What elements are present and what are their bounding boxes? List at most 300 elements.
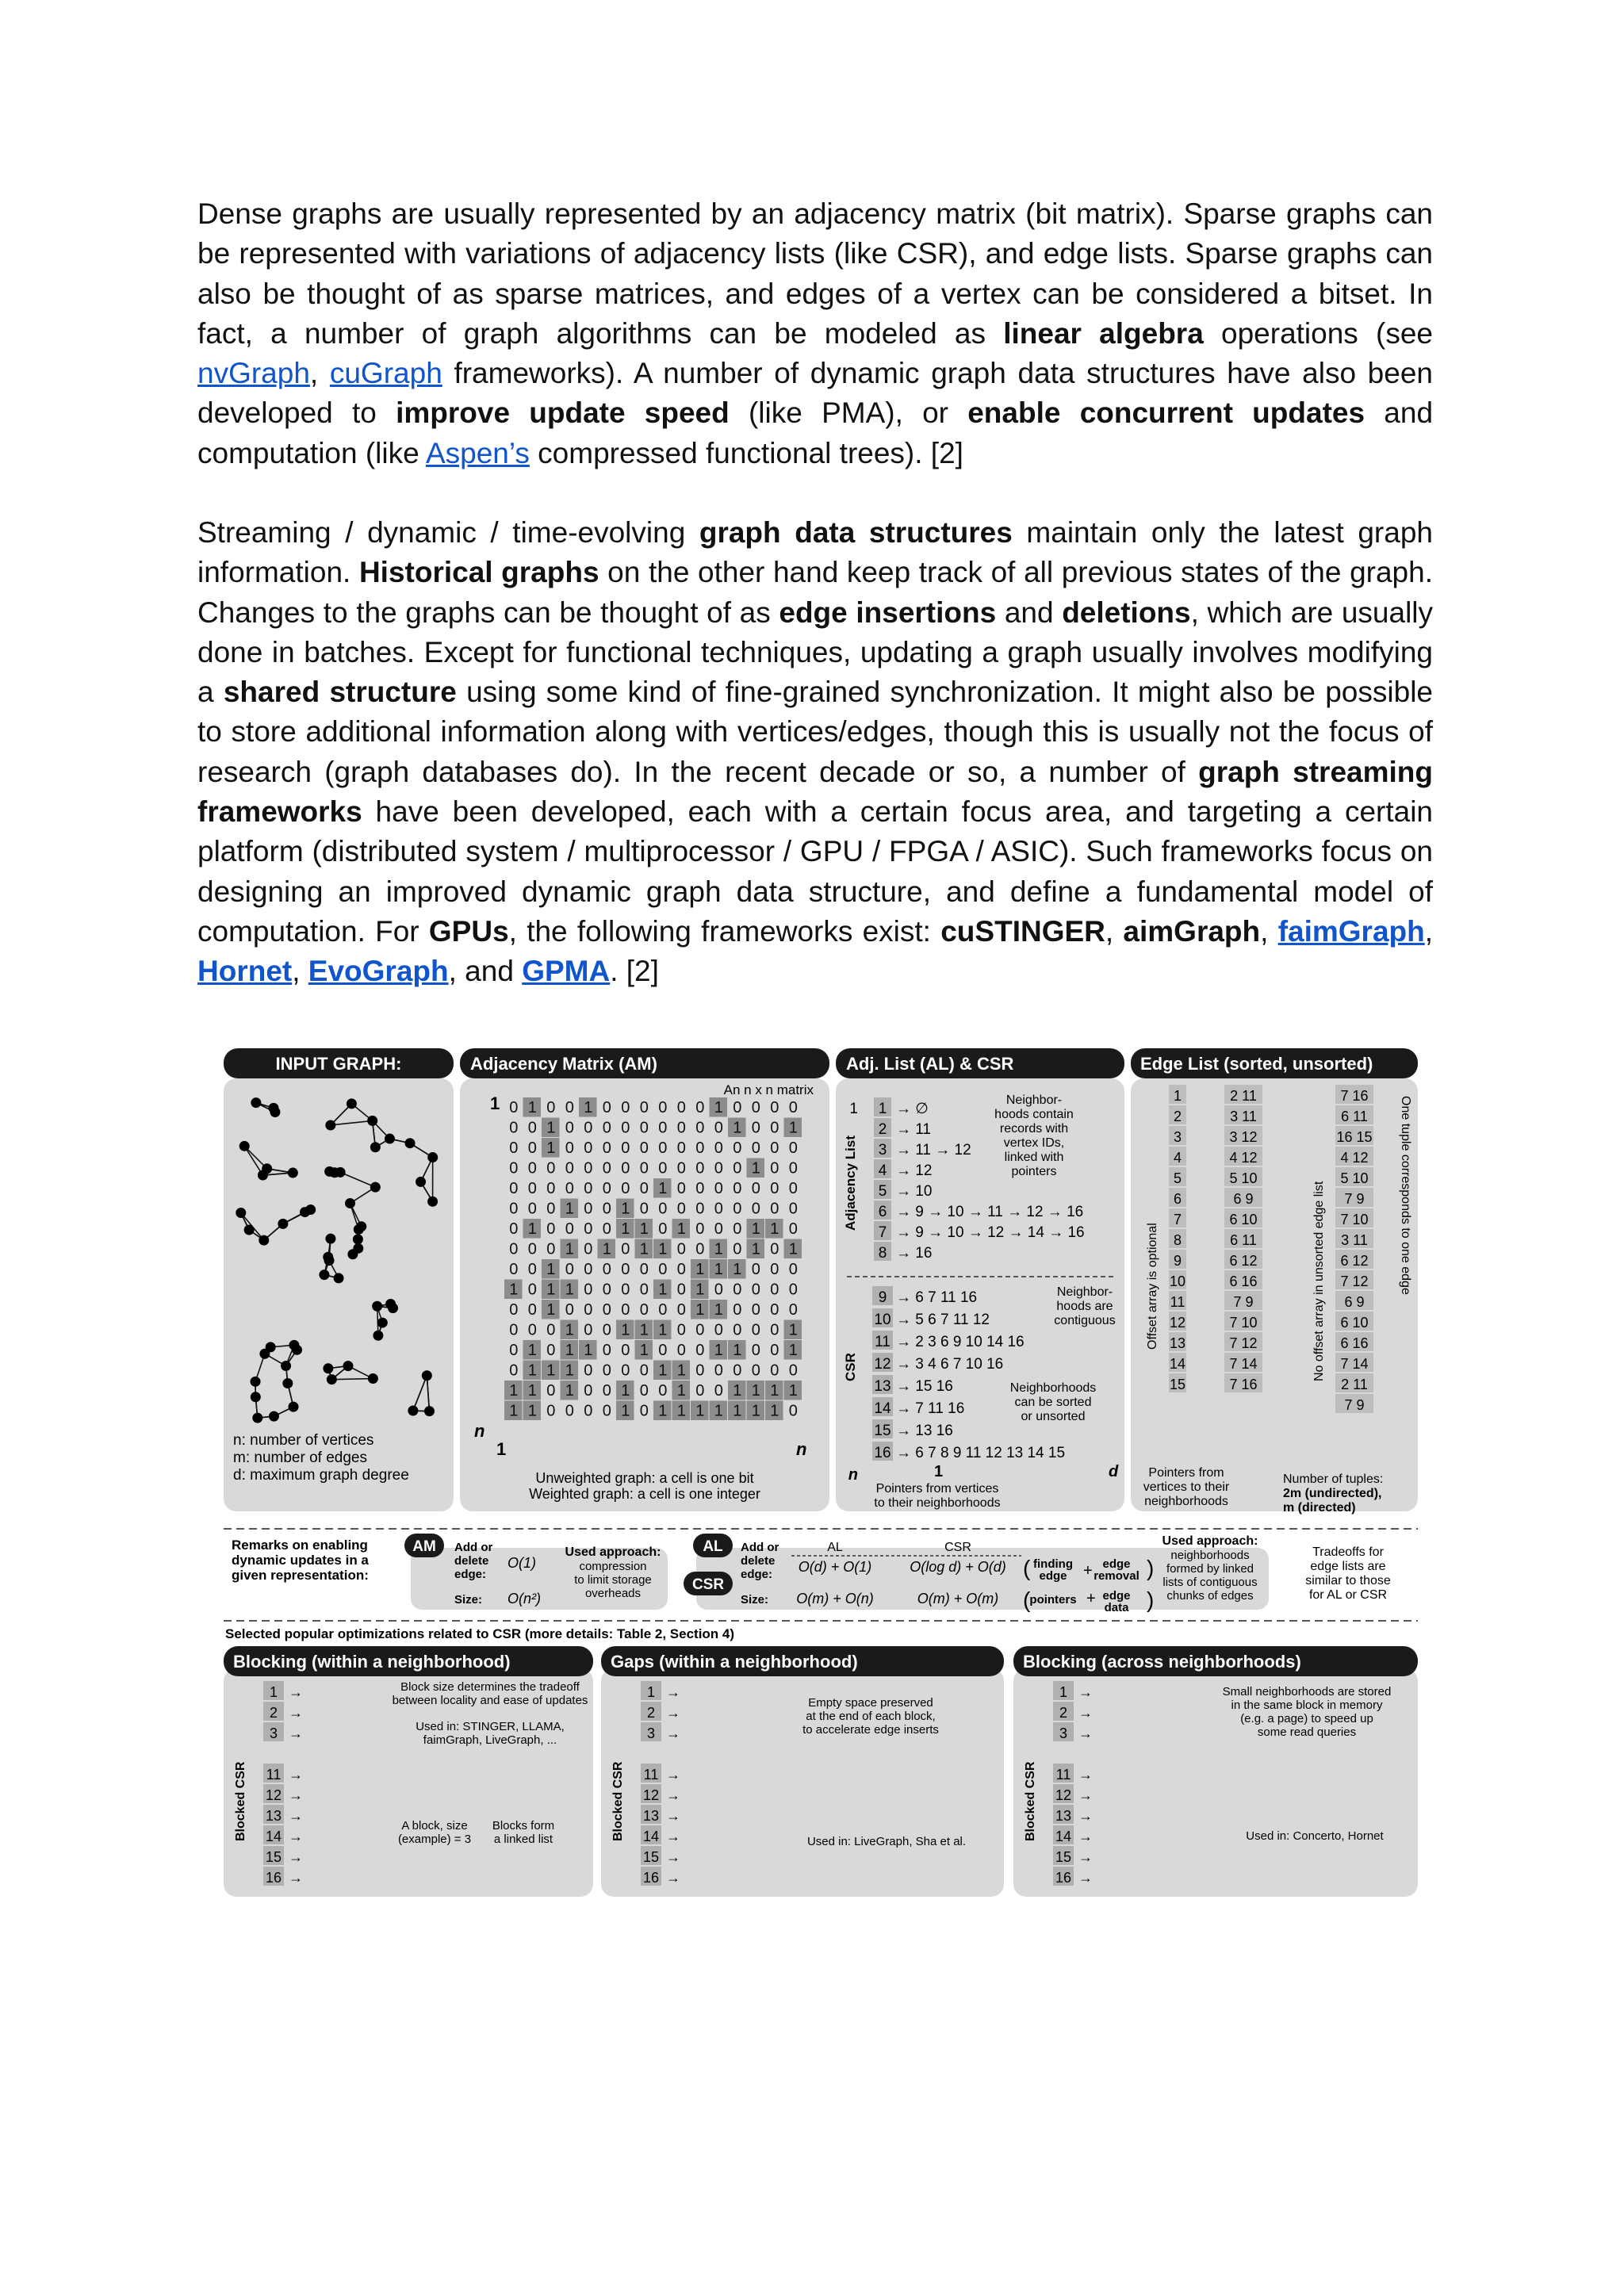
svg-text:0: 0 [565,1139,574,1157]
svg-text:0: 0 [714,1361,723,1380]
svg-text:0: 0 [546,1342,556,1359]
svg-text:0: 0 [751,1321,760,1339]
svg-text:1: 1 [714,1402,723,1420]
svg-text:8: 8 [878,1245,887,1262]
svg-text:10: 10 [874,1312,891,1328]
svg-text:→: → [666,1829,680,1844]
svg-text:→ 9 → 10 → 11 → 12 → 16: → 9 → 10 → 11 → 12 → 16 [896,1204,1084,1220]
svg-text:0: 0 [621,1240,630,1258]
svg-text:0: 0 [658,1220,668,1238]
svg-text:0: 0 [584,1139,593,1157]
svg-text:0: 0 [770,1321,779,1339]
svg-text:0: 0 [527,1139,537,1157]
svg-text:1: 1 [527,1402,537,1420]
svg-text:0: 0 [509,1220,519,1238]
svg-text:→ 12: → 12 [896,1162,933,1179]
svg-text:0: 0 [714,1159,723,1178]
faimgraph-link[interactable]: faimGraph [1277,914,1425,948]
svg-text:→: → [1078,1808,1093,1824]
svg-text:to limit storage: to limit storage [574,1573,652,1587]
svg-text:0: 0 [565,1180,574,1197]
svg-text:or unsorted: or unsorted [1021,1410,1086,1423]
svg-text:CSR: CSR [691,1576,725,1593]
svg-text:1: 1 [621,1200,630,1218]
svg-text:0: 0 [658,1301,668,1319]
svg-text:Blocked CSR: Blocked CSR [611,1761,625,1841]
svg-text:+: + [1086,1590,1096,1607]
svg-text:0: 0 [639,1099,649,1116]
svg-text:0: 0 [584,1220,593,1238]
input-graph-panel [224,1048,454,1511]
svg-text:contiguous: contiguous [1054,1314,1116,1327]
svg-text:16: 16 [1055,1870,1072,1886]
svg-text:→: → [666,1787,680,1803]
svg-text:0: 0 [788,1159,798,1178]
svg-text:0: 0 [695,1220,705,1238]
svg-text:hoods are: hoods are [1056,1300,1113,1313]
svg-text:1: 1 [269,1684,278,1700]
svg-text:→ 6 7 8 9 11 12 13 14 15: → 6 7 8 9 11 12 13 14 15 [896,1445,1066,1461]
svg-text:0: 0 [546,1220,556,1238]
svg-text:0: 0 [639,1159,649,1178]
svg-text:delete: delete [454,1554,489,1568]
svg-text:0: 0 [751,1261,760,1278]
svg-text:16: 16 [874,1445,891,1461]
svg-text:→: → [1078,1705,1093,1721]
svg-text:0: 0 [584,1301,593,1319]
svg-text:0: 0 [770,1159,779,1178]
svg-text:0: 0 [621,1139,630,1157]
svg-text:0: 0 [602,1099,611,1116]
svg-text:3: 3 [1173,1129,1182,1145]
svg-text:0: 0 [565,1220,574,1238]
svg-text:can be sorted: can be sorted [1014,1396,1092,1409]
svg-text:0: 0 [639,1261,649,1278]
adjacency-matrix-panel [460,1048,829,1511]
svg-text:0: 0 [751,1281,760,1299]
svg-text:6 12: 6 12 [1340,1253,1369,1269]
svg-text:a linked list: a linked list [493,1833,553,1846]
gaps-panel [601,1646,1004,1897]
svg-text:1: 1 [621,1220,630,1238]
svg-text:edge:: edge: [741,1568,773,1581]
svg-text:to accelerate edge inserts: to accelerate edge inserts [802,1723,939,1737]
svg-text:→ 16: → 16 [896,1245,933,1262]
svg-text:1: 1 [639,1240,649,1258]
nvgraph-link[interactable]: nvGraph [197,357,310,390]
svg-text:12: 12 [265,1787,282,1803]
svg-text:1: 1 [788,1240,798,1258]
svg-text:0: 0 [658,1099,668,1116]
svg-text:AL: AL [827,1541,843,1554]
svg-text:formed by linked: formed by linked [1166,1562,1254,1576]
svg-text:Used approach:: Used approach: [565,1545,661,1559]
svg-text:0: 0 [695,1200,705,1218]
svg-text:0: 0 [676,1099,686,1116]
svg-text:0: 0 [621,1281,630,1299]
svg-text:Blocked CSR: Blocked CSR [1024,1761,1037,1841]
svg-text:5: 5 [1173,1170,1182,1186]
svg-text:0: 0 [602,1200,611,1218]
svg-text:1: 1 [496,1439,507,1459]
svg-text:0: 0 [658,1342,668,1359]
svg-text:0: 0 [602,1220,611,1238]
svg-text:7 12: 7 12 [1340,1273,1369,1289]
svg-text:0: 0 [639,1301,649,1319]
svg-text:n: n [796,1439,807,1459]
svg-text:0: 0 [621,1301,630,1319]
svg-text:6 9: 6 9 [1233,1191,1254,1207]
svg-text:1: 1 [751,1220,760,1238]
svg-text:similar to those: similar to those [1305,1574,1391,1587]
cugraph-link[interactable]: cuGraph [329,357,442,390]
svg-text:given representation:: given representation: [232,1568,369,1583]
svg-text:0: 0 [695,1361,705,1380]
svg-text:0: 0 [751,1119,760,1137]
svg-text:0: 0 [788,1180,798,1197]
svg-text:+: + [1083,1562,1093,1580]
svg-text:1: 1 [565,1361,574,1380]
svg-text:0: 0 [602,1180,611,1197]
svg-text:1: 1 [733,1402,742,1420]
svg-text:1: 1 [621,1382,630,1400]
svg-text:dynamic updates in a: dynamic updates in a [232,1553,369,1568]
svg-text:0: 0 [788,1281,798,1299]
svg-text:O(1): O(1) [508,1555,536,1571]
svg-text:Used in: Concerto, Hornet: Used in: Concerto, Hornet [1246,1829,1384,1843]
svg-text:1: 1 [676,1220,686,1238]
svg-text:1: 1 [658,1180,668,1197]
legend-n: n: number of vertices [233,1432,374,1449]
svg-text:0: 0 [788,1139,798,1157]
svg-text:12: 12 [874,1356,891,1373]
edge-list-panel [1131,1048,1418,1515]
svg-text:Pointers from: Pointers from [1148,1466,1224,1480]
svg-text:1: 1 [751,1240,760,1258]
svg-text:overheads: overheads [584,1587,642,1600]
svg-text:0: 0 [546,1240,556,1258]
svg-text:O(n²): O(n²) [508,1591,541,1607]
svg-text:0: 0 [733,1301,742,1319]
svg-text:0: 0 [733,1361,742,1380]
svg-text:0: 0 [509,1099,519,1116]
svg-text:1: 1 [788,1119,798,1137]
svg-text:1: 1 [546,1119,556,1137]
legend-m: m: number of edges [233,1450,367,1466]
svg-text:Neighbor-: Neighbor- [1056,1285,1113,1299]
svg-text:compression: compression [579,1560,647,1573]
input-graph-title: INPUT GRAPH: [275,1054,402,1074]
svg-text:→: → [289,1829,303,1844]
svg-text:0: 0 [751,1180,760,1197]
svg-text:0: 0 [509,1301,519,1319]
svg-text:0: 0 [584,1261,593,1278]
svg-text:0: 0 [676,1180,686,1197]
svg-text:7 10: 7 10 [1229,1315,1258,1331]
svg-text:→: → [289,1684,303,1700]
svg-text:→ 10: → 10 [896,1183,933,1200]
svg-text:7 16: 7 16 [1229,1377,1258,1392]
svg-text:0: 0 [546,1200,556,1218]
am-title: Adjacency Matrix (AM) [470,1054,657,1074]
svg-text:0: 0 [714,1220,723,1238]
svg-text:1: 1 [1059,1684,1068,1700]
svg-text:0: 0 [751,1301,760,1319]
svg-text:0: 0 [639,1180,649,1197]
svg-text:0: 0 [751,1342,760,1359]
svg-text:14: 14 [642,1829,660,1844]
svg-text:→: → [1078,1870,1093,1886]
svg-text:0: 0 [565,1301,574,1319]
svg-text:1: 1 [565,1321,574,1339]
svg-text:0: 0 [658,1200,668,1218]
svg-text:0: 0 [770,1281,779,1299]
svg-text:7 9: 7 9 [1233,1294,1254,1310]
svg-text:0: 0 [527,1261,537,1278]
svg-text:0: 0 [676,1342,686,1359]
svg-text:1: 1 [733,1261,742,1278]
svg-text:): ) [1147,1556,1155,1580]
svg-text:0: 0 [621,1119,630,1137]
svg-text:→: → [289,1705,303,1721]
svg-text:0: 0 [695,1139,705,1157]
svg-text:some read queries: some read queries [1257,1725,1357,1739]
svg-text:1: 1 [509,1382,519,1400]
svg-text:1: 1 [658,1402,668,1420]
svg-text:2m (undirected),: 2m (undirected), [1283,1487,1382,1500]
svg-text:1: 1 [751,1159,760,1178]
svg-text:1: 1 [527,1361,537,1380]
svg-text:0: 0 [639,1119,649,1137]
svg-text:1: 1 [527,1342,537,1359]
svg-text:15: 15 [1055,1849,1072,1865]
svg-text:Blocked CSR: Blocked CSR [234,1761,247,1841]
svg-text:0: 0 [602,1261,611,1278]
svg-text:1: 1 [714,1342,723,1359]
svg-text:1: 1 [788,1321,798,1339]
svg-text:0: 0 [770,1099,779,1116]
svg-text:9: 9 [1173,1253,1182,1269]
svg-text:9: 9 [878,1289,887,1306]
svg-text:0: 0 [527,1301,537,1319]
svg-text:0: 0 [733,1139,742,1157]
svg-text:4: 4 [878,1162,887,1179]
svg-text:5 10: 5 10 [1229,1170,1258,1186]
svg-text:6 10: 6 10 [1229,1212,1258,1227]
svg-text:0: 0 [509,1200,519,1218]
svg-text:11: 11 [875,1334,891,1350]
svg-text:14: 14 [265,1829,282,1844]
svg-text:chunks of edges: chunks of edges [1166,1589,1254,1603]
svg-text:pointers: pointers [1011,1165,1057,1178]
svg-text:0: 0 [751,1139,760,1157]
evograph-link[interactable]: EvoGraph [308,955,449,988]
svg-text:12: 12 [642,1787,660,1803]
svg-text:→: → [666,1808,680,1824]
svg-text:11: 11 [1170,1294,1185,1310]
svg-text:0: 0 [658,1159,668,1178]
svg-text:→ 6 7 11 16: → 6 7 11 16 [896,1289,978,1306]
svg-text:→ 13 16: → 13 16 [896,1423,953,1439]
svg-text:0: 0 [714,1180,723,1197]
svg-text:1: 1 [509,1281,519,1299]
svg-text:15: 15 [874,1423,891,1439]
svg-text:2: 2 [646,1705,656,1721]
svg-text:0: 0 [695,1119,705,1137]
am-note-1: Unweighted graph: a cell is one bit [535,1470,754,1486]
svg-text:Size:: Size: [454,1593,483,1607]
svg-text:1: 1 [714,1261,723,1278]
svg-text:edge lists are: edge lists are [1310,1560,1386,1573]
svg-text:0: 0 [658,1119,668,1137]
svg-text:O(m) + O(m): O(m) + O(m) [917,1591,999,1607]
svg-text:0: 0 [770,1180,779,1197]
svg-text:0: 0 [676,1159,686,1178]
svg-text:Add or: Add or [741,1541,779,1554]
svg-text:Add or: Add or [454,1541,493,1554]
svg-text:1: 1 [751,1402,760,1420]
svg-text:3 11: 3 11 [1341,1232,1368,1248]
svg-text:0: 0 [714,1139,723,1157]
svg-text:0: 0 [788,1099,798,1116]
svg-text:0: 0 [602,1382,611,1400]
gpma-link[interactable]: GPMA [522,955,611,988]
svg-text:13: 13 [642,1808,660,1824]
svg-text:2: 2 [878,1121,887,1138]
svg-text:0: 0 [639,1402,649,1420]
svg-text:15: 15 [265,1849,282,1865]
svg-text:1: 1 [733,1342,742,1359]
svg-text:to their neighborhoods: to their neighborhoods [874,1496,1001,1510]
svg-text:→: → [1078,1787,1093,1803]
svg-text:7 14: 7 14 [1229,1356,1258,1372]
svg-text:1: 1 [565,1382,574,1400]
svg-text:1: 1 [751,1382,760,1400]
svg-text:0: 0 [639,1361,649,1380]
svg-text:0: 0 [695,1099,705,1116]
svg-text:0: 0 [676,1261,686,1278]
svg-text:0: 0 [733,1200,742,1218]
svg-text:0: 0 [584,1321,593,1339]
svg-text:0: 0 [527,1200,537,1218]
svg-text:1: 1 [546,1301,556,1319]
aspen-link[interactable]: Aspen’s [425,436,530,469]
svg-text:lists of contiguous: lists of contiguous [1162,1576,1258,1589]
svg-text:0: 0 [695,1321,705,1339]
svg-text:0: 0 [509,1261,519,1278]
svg-text:1: 1 [676,1402,686,1420]
svg-text:0: 0 [565,1261,574,1278]
svg-text:Small neighborhoods are stored: Small neighborhoods are stored [1222,1685,1392,1698]
svg-text:0: 0 [770,1342,779,1359]
svg-text:1: 1 [878,1101,887,1117]
svg-text:7 9: 7 9 [1344,1191,1365,1207]
hornet-link[interactable]: Hornet [197,955,293,988]
am-note-2: Weighted graph: a cell is one integer [529,1486,760,1502]
svg-text:0: 0 [788,1220,798,1238]
svg-text:d: d [1109,1463,1119,1480]
svg-text:0: 0 [751,1200,760,1218]
svg-text:1: 1 [621,1402,630,1420]
svg-text:1: 1 [658,1281,668,1299]
svg-text:7: 7 [878,1224,887,1241]
svg-text:Neighbor-: Neighbor- [1005,1093,1063,1107]
svg-text:edge: edge [1039,1569,1067,1583]
svg-text:0: 0 [733,1099,742,1116]
svg-text:0: 0 [602,1342,611,1359]
svg-text:2 11: 2 11 [1230,1088,1257,1104]
svg-text:0: 0 [509,1119,519,1137]
svg-text:0: 0 [714,1321,723,1339]
svg-text:8: 8 [1173,1232,1182,1248]
svg-text:neighborhoods: neighborhoods [1170,1549,1250,1562]
svg-text:0: 0 [658,1382,668,1400]
svg-text:O(d) + O(1): O(d) + O(1) [798,1559,872,1575]
svg-text:2: 2 [1173,1109,1182,1124]
svg-text:0: 0 [788,1301,798,1319]
svg-text:16: 16 [265,1870,282,1886]
svg-text:0: 0 [602,1159,611,1178]
svg-text:1: 1 [770,1382,779,1400]
svg-text:→ 11 → 12: → 11 → 12 [896,1142,971,1158]
svg-text:0: 0 [733,1180,742,1197]
svg-text:6 9: 6 9 [1344,1294,1365,1310]
svg-text:6: 6 [878,1204,887,1220]
svg-text:1: 1 [676,1361,686,1380]
svg-text:0: 0 [546,1180,556,1197]
svg-text:0: 0 [676,1301,686,1319]
svg-text:Remarks on enabling: Remarks on enabling [232,1538,368,1553]
svg-text:0: 0 [788,1402,798,1420]
svg-text:0: 0 [733,1240,742,1258]
svg-text:13: 13 [265,1808,282,1824]
svg-text:1: 1 [849,1101,858,1117]
blocking-across-title: Blocking (across neighborhoods) [1023,1652,1301,1672]
svg-text:1: 1 [584,1099,593,1116]
svg-text:neighborhoods: neighborhoods [1144,1495,1228,1508]
svg-text:7: 7 [1173,1212,1182,1227]
svg-text:→: → [666,1767,680,1783]
svg-text:Block size determines the trad: Block size determines the tradeoff [400,1680,580,1694]
svg-text:→: → [289,1849,303,1865]
svg-text:13: 13 [1055,1808,1072,1824]
svg-text:0: 0 [751,1099,760,1116]
svg-text:Used in: LiveGraph, Sha et al.: Used in: LiveGraph, Sha et al. [806,1835,967,1848]
svg-text:13: 13 [874,1378,891,1395]
svg-text:Tradeoffs for: Tradeoffs for [1312,1545,1384,1559]
svg-text:1: 1 [788,1382,798,1400]
svg-text:0: 0 [546,1402,556,1420]
svg-text:finding: finding [1033,1557,1073,1571]
svg-text:7 14: 7 14 [1340,1356,1369,1372]
svg-text:1: 1 [546,1139,556,1157]
svg-text:1: 1 [527,1099,537,1116]
svg-text:1: 1 [770,1402,779,1420]
svg-text:0: 0 [714,1382,723,1400]
adjacency-list-csr-panel [836,1048,1124,1511]
svg-text:0: 0 [565,1402,574,1420]
svg-text:2: 2 [1059,1705,1068,1721]
svg-text:4: 4 [1173,1150,1182,1166]
svg-text:11: 11 [643,1767,659,1783]
svg-text:1: 1 [546,1361,556,1380]
svg-text:0: 0 [546,1159,556,1178]
svg-text:7 9: 7 9 [1344,1397,1365,1413]
svg-text:→: → [666,1849,680,1865]
svg-text:0: 0 [621,1261,630,1278]
svg-text:0: 0 [565,1119,574,1137]
svg-text:0: 0 [584,1240,593,1258]
